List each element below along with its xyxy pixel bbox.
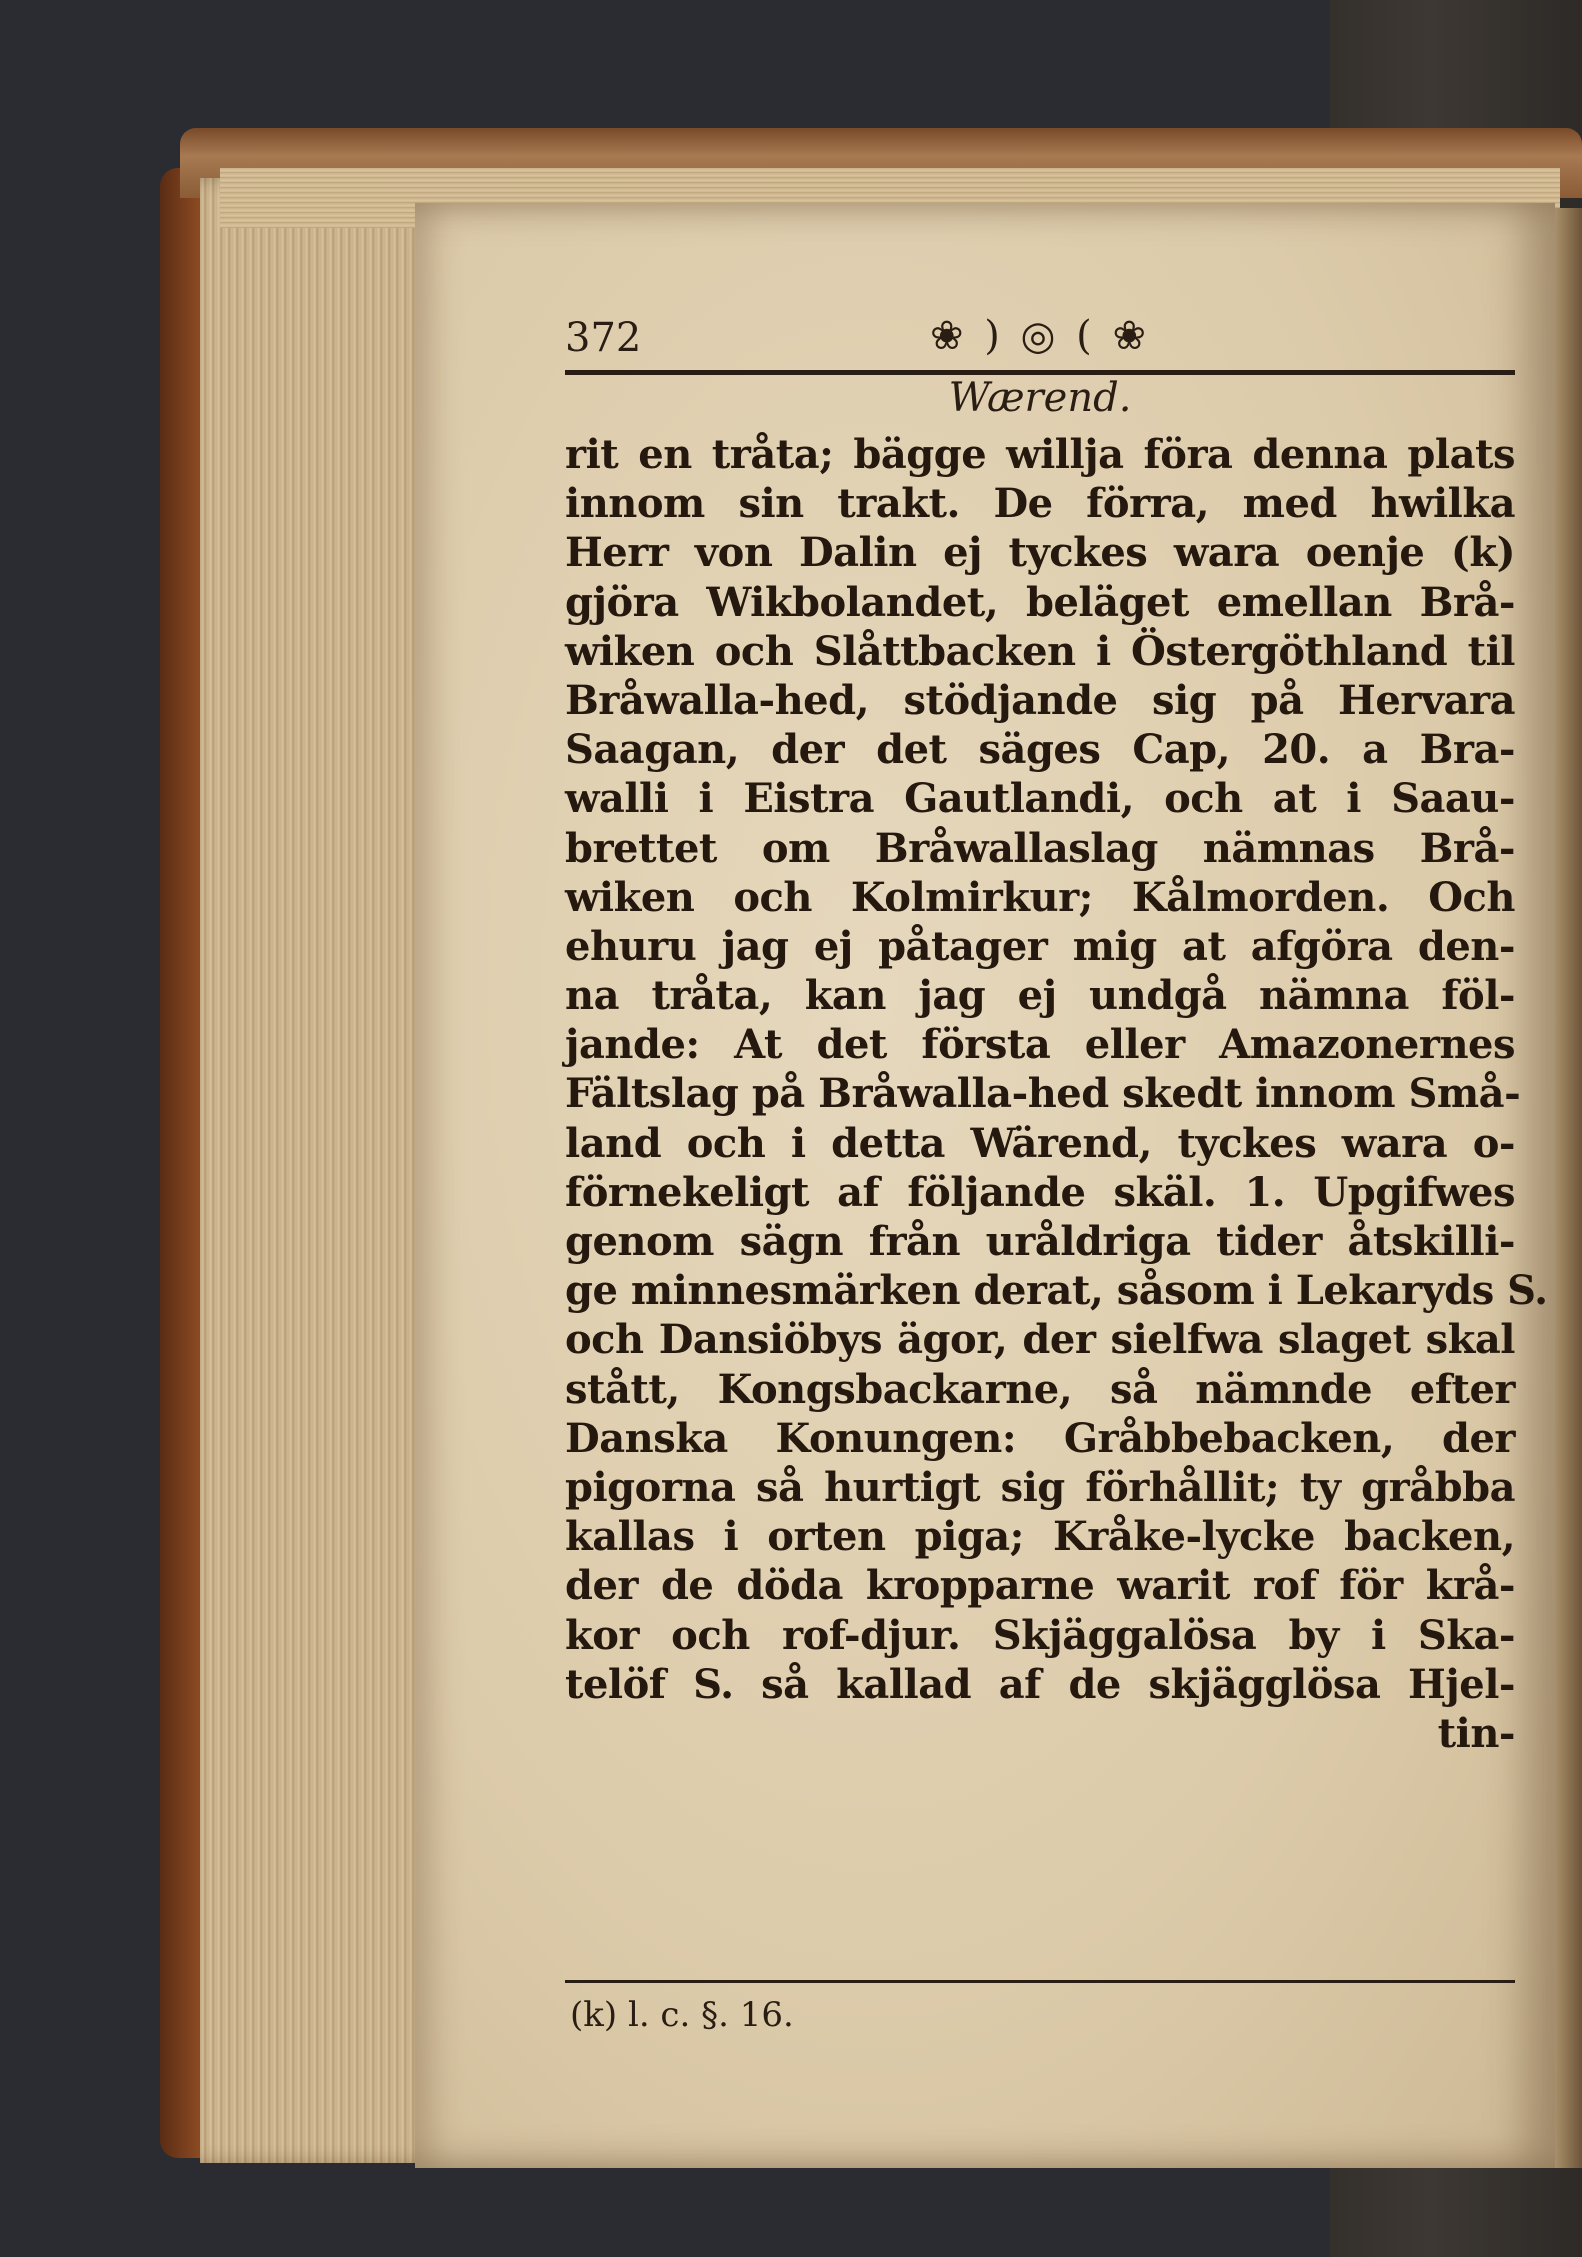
text-line: gjöra Wikbolandet, beläget emellan Brå- bbox=[565, 578, 1515, 626]
body-text bbox=[565, 430, 1548, 1758]
text-line: kallas i orten piga; Kråke-lycke backen, bbox=[565, 1513, 1515, 1561]
text-line: telöf S. så kallad af de skjägglösa Hjel- bbox=[565, 1660, 1515, 1708]
text-line: Fältslag på Bråwalla-hed skedt innom Små- bbox=[565, 1070, 1521, 1118]
text-line: förnekeligt af följande skäl. 1. Upgifwes bbox=[565, 1168, 1515, 1216]
text-line: land och i detta Wärend, tyckes wara o- bbox=[565, 1119, 1515, 1167]
text-line: Danska Konungen: Gråbbebacken, der bbox=[565, 1414, 1515, 1462]
footnote-rule bbox=[565, 1980, 1515, 1983]
text-line: genom sägn från uråldriga tider åtskilli- bbox=[565, 1218, 1515, 1265]
text-line: wiken och Kolmirkur; Kålmorden. Och bbox=[565, 873, 1515, 921]
text-line: innom sin trakt. De förra, med hwilka bbox=[565, 480, 1515, 528]
text-line: ge minnesmärken derat, såsom i Lekaryds S. bbox=[565, 1267, 1548, 1315]
section-title: Wærend. bbox=[948, 375, 1132, 421]
text-line: Herr von Dalin ej tyckes wara oenje (k) bbox=[565, 529, 1515, 577]
page-edges-left bbox=[200, 178, 435, 2163]
page-number: 372 bbox=[565, 315, 642, 361]
text-line: kor och rof-djur. Skjäggalösa by i Ska- bbox=[565, 1611, 1515, 1659]
text-line: na tråta, kan jag ej undgå nämna föl- bbox=[565, 972, 1515, 1020]
text-line: ehuru jag ej påtager mig at afgöra den- bbox=[565, 922, 1515, 970]
header-ornament: ❀ ) ◎ ( ❀ bbox=[930, 313, 1151, 359]
text-line: walli i Eistra Gautlandi, och at i Saau- bbox=[565, 775, 1515, 823]
text-line: stått, Kongsbackarne, så nämnde efter bbox=[565, 1365, 1515, 1413]
text-line: brettet om Bråwallaslag nämnas Brå- bbox=[565, 824, 1515, 872]
text-line: och Dansiöbys ägor, der sielfwa slaget skal bbox=[565, 1316, 1515, 1364]
text-line: rit en tråta; bägge willja föra denna plats bbox=[565, 431, 1515, 478]
page-gutter bbox=[1555, 208, 1582, 2168]
text-line: Bråwalla-hed, stödjande sig på Hervara bbox=[565, 676, 1515, 724]
text-line: jande: At det första eller Amazonernes bbox=[565, 1021, 1515, 1069]
text-line: der de döda kropparne warit rof för krå- bbox=[565, 1562, 1515, 1610]
text-line: wiken och Slåttbacken i Östergöthland til bbox=[565, 627, 1515, 675]
footnote: (k) l. c. §. 16. bbox=[570, 1995, 794, 2035]
text-line: Saagan, der det säges Cap, 20. a Bra- bbox=[565, 726, 1515, 774]
text-line: pigorna så hurtigt sig förhållit; ty gråbba bbox=[565, 1463, 1515, 1511]
page-header bbox=[565, 305, 1515, 365]
catchword: tin- bbox=[1437, 1709, 1515, 1757]
